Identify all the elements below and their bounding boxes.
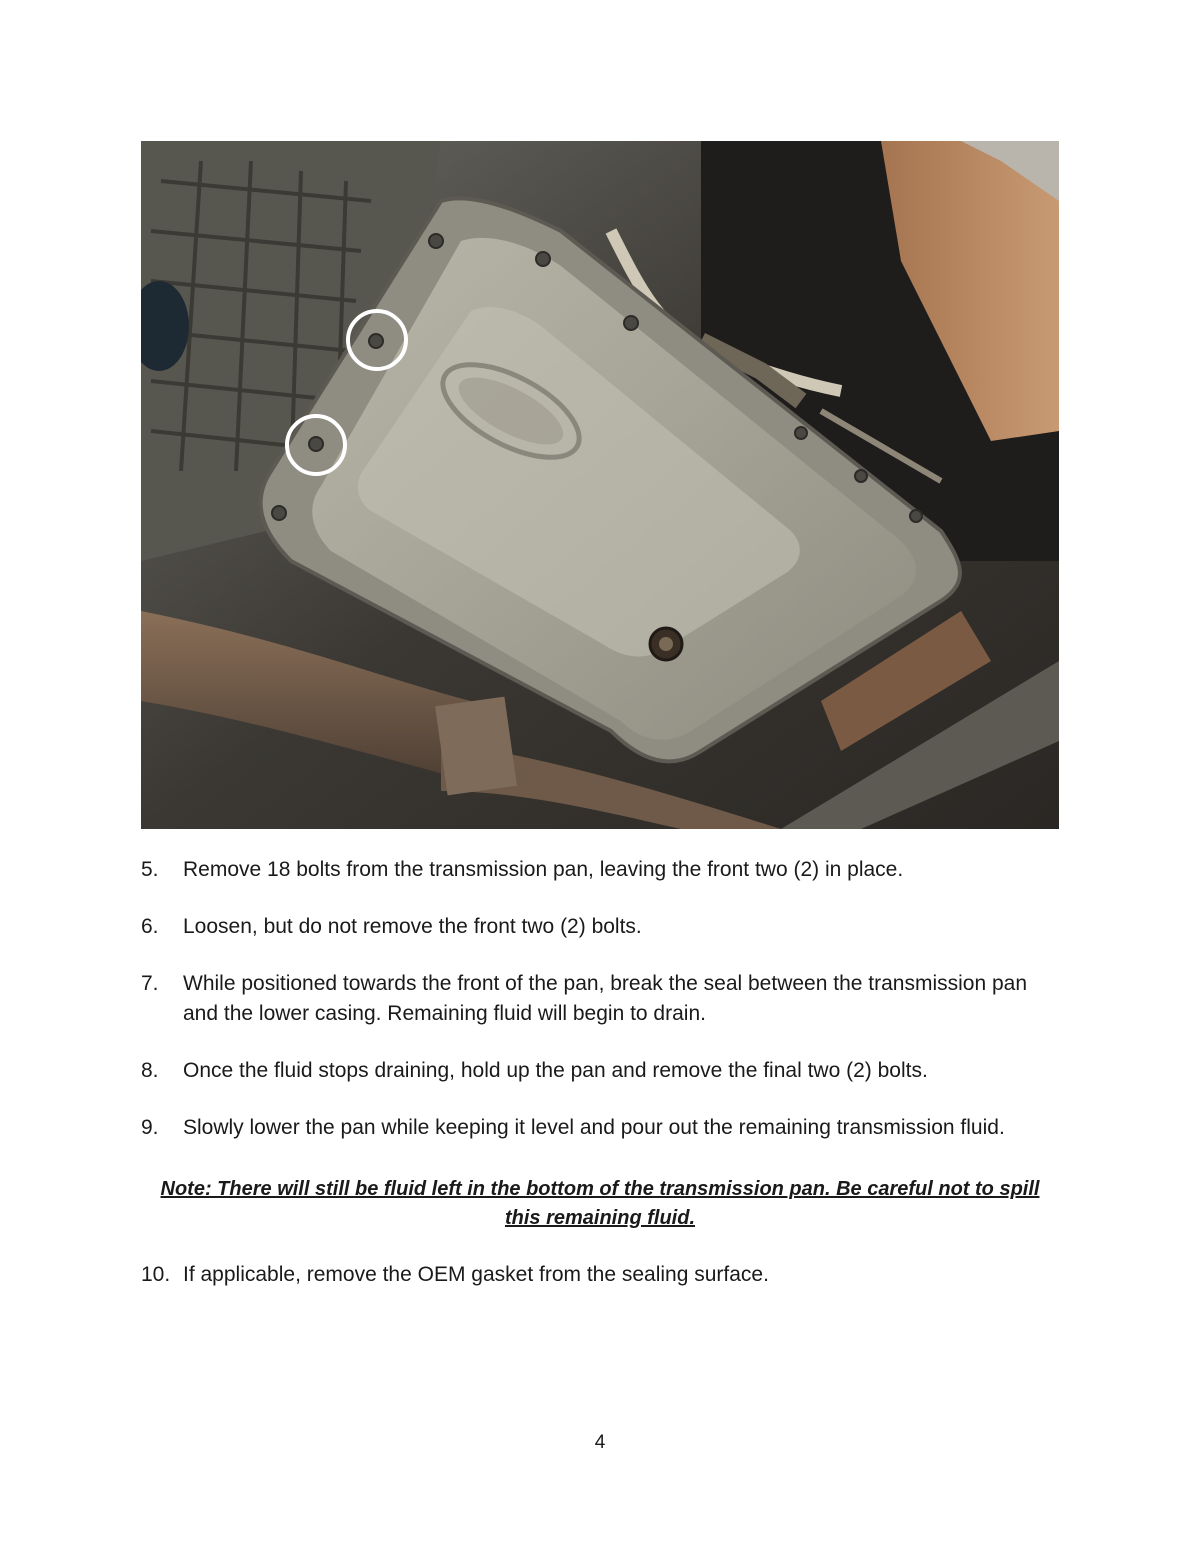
step-text: While positioned towards the front of the pan, break the seal between the transmission pan and the lower casing. Remaining fluid will begin to drain. [183, 972, 1027, 1025]
step-text: Remove 18 bolts from the transmission pan, leaving the front two (2) in place. [183, 858, 904, 881]
step-item [141, 912, 1061, 942]
caution-note: Note: There will still be fluid left in the bottom of the transmission pan. Be careful not to spill this remaining fluid. [160, 1178, 1040, 1229]
step-item [141, 1056, 1061, 1086]
step-item [141, 1113, 1061, 1143]
step-text: Slowly lower the pan while keeping it level and pour out the remaining transmission fluid. [183, 1116, 1005, 1139]
step-text: Once the fluid stops draining, hold up the pan and remove the final two (2) bolts. [183, 1059, 928, 1082]
page-number: 4 [594, 1432, 606, 1453]
step-number: 7. [141, 972, 159, 995]
transmission-pan-photo [141, 141, 1059, 829]
step-item [141, 1260, 1103, 1290]
instruction-steps [141, 855, 1061, 1143]
step-item [141, 969, 1061, 1029]
step-text: If applicable, remove the OEM gasket from the sealing surface. [183, 1263, 769, 1286]
step-item [141, 855, 1061, 885]
step-number: 5. [141, 858, 159, 881]
step-number: 6. [141, 915, 159, 938]
step-number: 8. [141, 1059, 159, 1082]
step-number: 10. [141, 1263, 171, 1286]
step-text: Loosen, but do not remove the front two (2) bolts. [183, 915, 642, 938]
step-number: 9. [141, 1116, 159, 1139]
